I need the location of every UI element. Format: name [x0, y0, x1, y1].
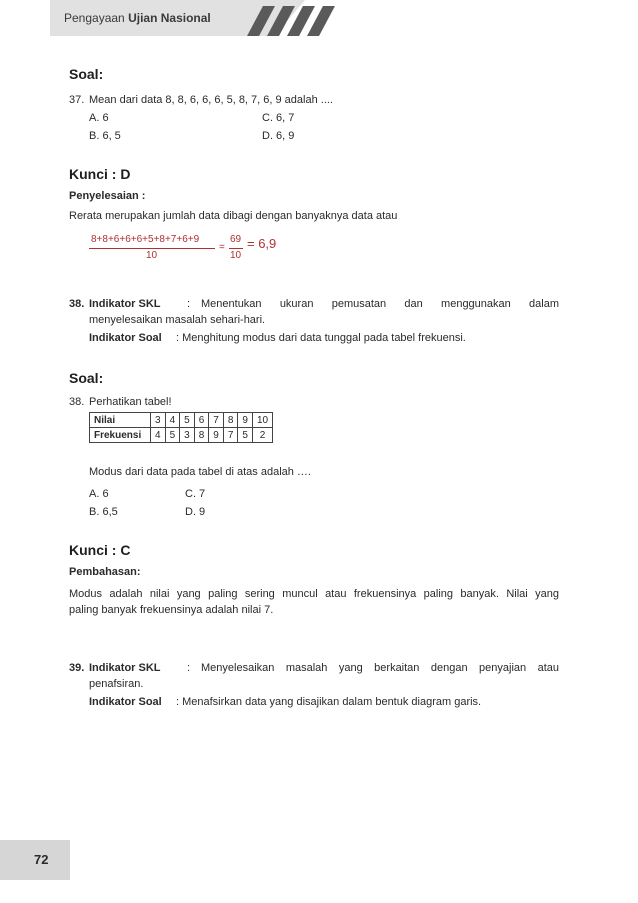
table-row-label: Nilai — [90, 413, 151, 428]
page-number: 72 — [34, 852, 49, 867]
table-cell: 8 — [223, 413, 238, 428]
indicator-skl-colon: : — [187, 662, 191, 674]
indicator-skl-text: Menyelesaikan masalah yang berkaitan dengan penyajian atau — [201, 662, 559, 674]
option-b: B. 6,5 — [89, 506, 118, 518]
formula-equals: = — [219, 242, 225, 253]
header-title-bold: Ujian Nasional — [128, 11, 211, 25]
option-d: D. 6, 9 — [262, 130, 295, 142]
frequency-table — [89, 412, 273, 443]
formula-denominator: 10 — [146, 250, 158, 261]
formula-result: = 6,9 — [247, 236, 277, 251]
table-cell: 2 — [252, 428, 272, 443]
question-number: 37. — [69, 94, 85, 106]
table-cell: 9 — [238, 413, 253, 428]
option-d: D. 9 — [185, 506, 206, 518]
indicator-soal-text: : Menghitung modus dari data tunggal pada tabel frekuensi. — [176, 332, 466, 344]
explanation-text: Modus adalah nilai yang paling sering muncul atau frekuensinya paling banyak. Nilai yang — [69, 588, 559, 600]
question-text: Mean dari data 8, 8, 6, 6, 6, 5, 8, 7, 6, 9 adalah .... — [89, 94, 333, 106]
formula-numerator: 8+8+6+6+6+5+8+7+6+9 — [91, 234, 200, 245]
table-cell: 4 — [151, 428, 166, 443]
table-row-label: Frekuensi — [90, 428, 151, 443]
penyelesaian-label: Penyelesaian : — [69, 190, 146, 202]
explanation-text-cont: paling banyak frekuensinya adalah nilai 7. — [69, 604, 274, 616]
table-cell: 10 — [252, 413, 272, 428]
indicator-skl-label: Indikator SKL — [89, 298, 161, 310]
header-title — [64, 11, 211, 25]
option-a: A. 6 — [89, 488, 109, 500]
pembahasan-label: Pembahasan: — [69, 566, 141, 578]
table-cell: 5 — [165, 428, 180, 443]
indicator-number: 38. — [69, 298, 85, 310]
option-c: C. 7 — [185, 488, 206, 500]
indicator-skl-colon: : — [187, 298, 191, 310]
table-cell: 7 — [209, 413, 224, 428]
indicator-soal-label: Indikator Soal — [89, 696, 162, 708]
formula-result-bar — [229, 248, 243, 249]
question-intro: Perhatikan tabel! — [89, 396, 172, 408]
option-b: B. 6, 5 — [89, 130, 121, 142]
indicator-skl-text: Menentukan ukuran pemusatan dan menggunakan dalam — [201, 298, 559, 310]
table-cell: 9 — [209, 428, 224, 443]
table-cell: 5 — [180, 413, 195, 428]
question-number: 38. — [69, 396, 85, 408]
indicator-soal-label: Indikator Soal — [89, 332, 162, 344]
formula-fraction-bar — [89, 248, 215, 249]
table-cell: 3 — [151, 413, 166, 428]
kunci-answer: Kunci : C — [69, 542, 131, 558]
indicator-soal-text: : Menafsirkan data yang disajikan dalam bentuk diagram garis. — [176, 696, 482, 708]
header-prefix: Pengayaan — [64, 11, 129, 25]
soal-heading: Soal: — [69, 66, 104, 82]
explanation-text: Rerata merupakan jumlah data dibagi dengan banyaknya data atau — [69, 210, 398, 222]
option-a: A. 6 — [89, 112, 109, 124]
table-cell: 4 — [165, 413, 180, 428]
soal-heading: Soal: — [69, 370, 104, 386]
table-cell: 7 — [223, 428, 238, 443]
indicator-skl-text-cont: menyelesaikan masalah sehari-hari. — [89, 314, 266, 326]
formula-result-denominator: 10 — [230, 250, 242, 261]
kunci-answer: Kunci : D — [69, 166, 131, 182]
indicator-number: 39. — [69, 662, 85, 674]
question-text: Modus dari data pada tabel di atas adalah …. — [89, 466, 311, 478]
option-c: C. 6, 7 — [262, 112, 295, 124]
table-row — [90, 428, 273, 443]
table-cell: 5 — [238, 428, 253, 443]
indicator-skl-text-cont: penafsiran. — [89, 678, 144, 690]
table-cell: 3 — [180, 428, 195, 443]
table-row — [90, 413, 273, 428]
indicator-skl-label: Indikator SKL — [89, 662, 161, 674]
table-cell: 6 — [194, 413, 209, 428]
formula-result-numerator: 69 — [230, 234, 242, 245]
table-cell: 8 — [194, 428, 209, 443]
